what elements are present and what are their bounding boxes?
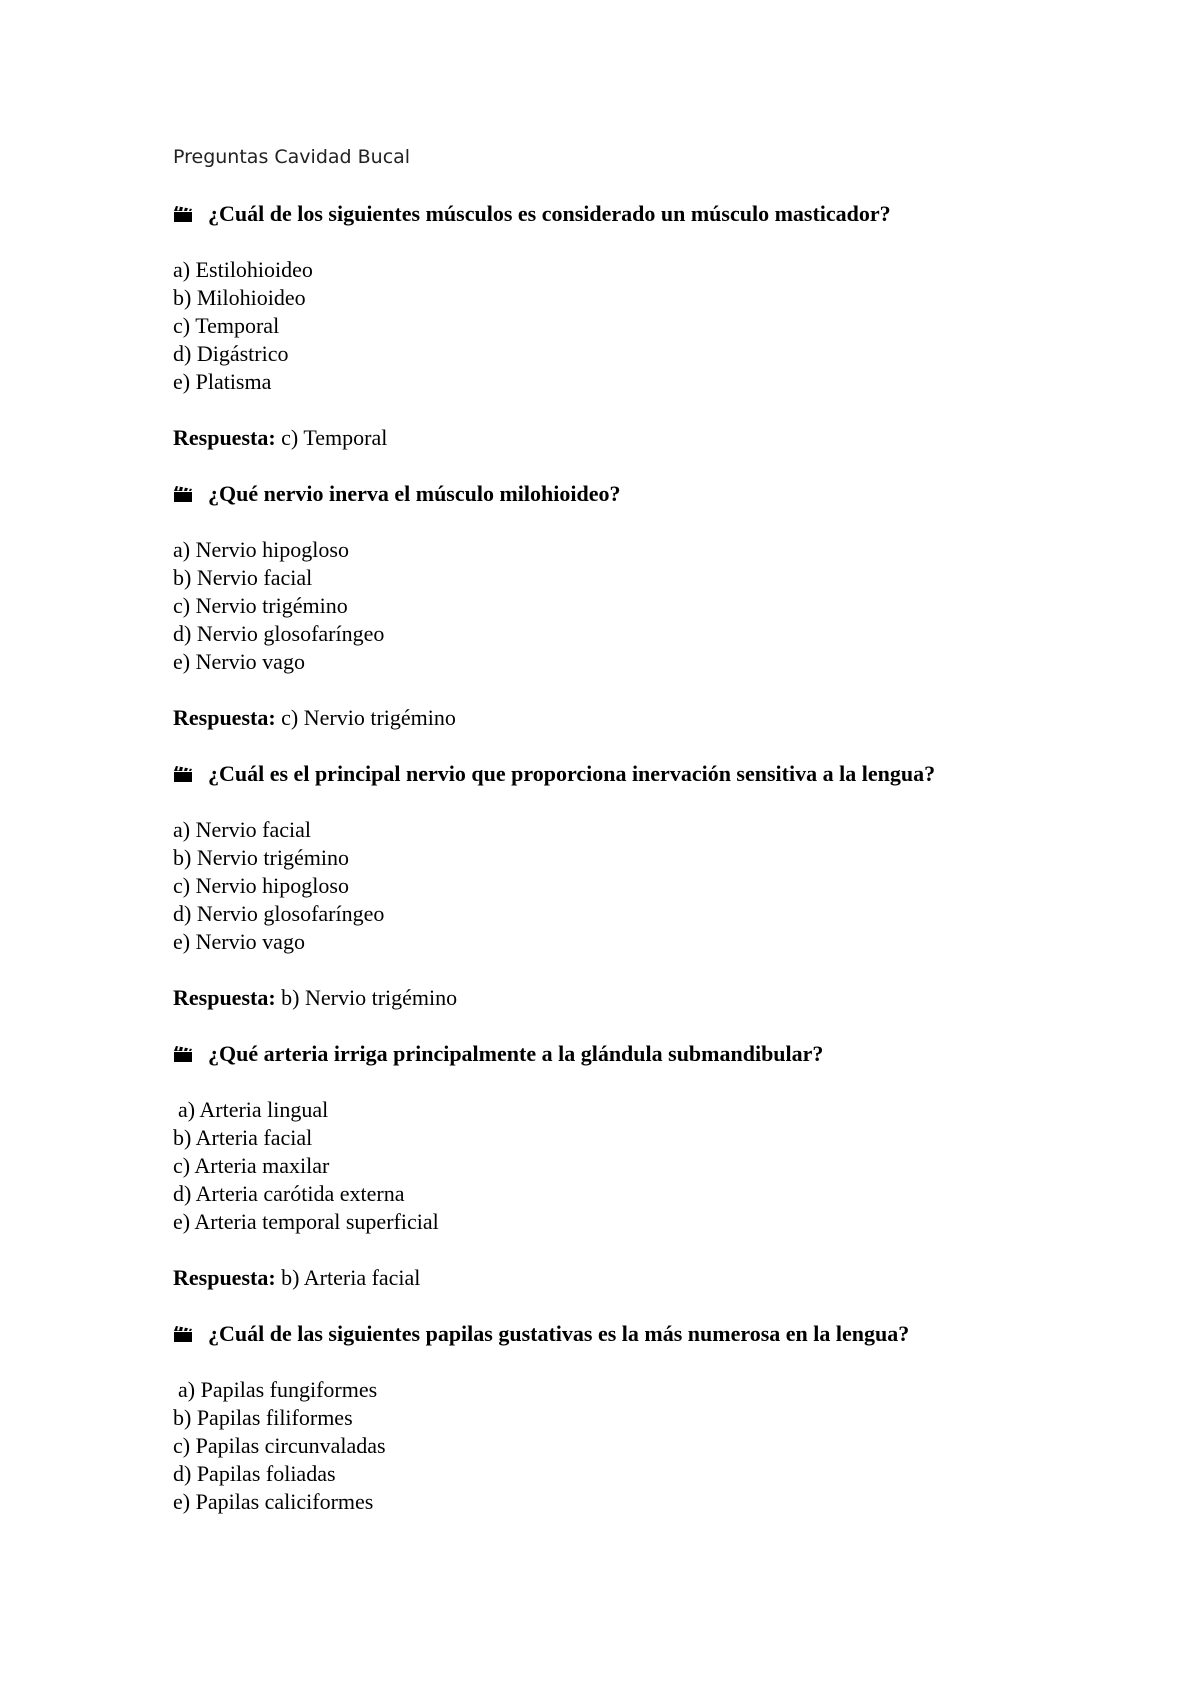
question-block <box>173 200 1133 452</box>
answer-line <box>173 1264 1133 1292</box>
option-c: c) Arteria maxilar <box>173 1153 330 1178</box>
answer-value: c) Temporal <box>281 425 388 450</box>
option-a: a) Arteria lingual <box>178 1097 329 1122</box>
clapperboard-icon <box>173 765 193 783</box>
answer-value: c) Nervio trigémino <box>281 705 456 730</box>
option-b: b) Milohioideo <box>173 285 306 310</box>
option-b: b) Papilas filiformes <box>173 1405 353 1430</box>
option-b: b) Nervio facial <box>173 565 313 590</box>
option-e: e) Arteria temporal superficial <box>173 1209 439 1234</box>
option-e: e) Nervio vago <box>173 649 305 674</box>
clapperboard-icon <box>173 1045 193 1063</box>
options-list <box>173 1376 1133 1516</box>
clapperboard-icon <box>173 205 193 223</box>
question-text: ¿Qué arteria irriga principalmente a la glándula submandibular? <box>208 1041 824 1066</box>
answer-label: Respuesta: <box>173 705 276 730</box>
question-block <box>173 760 1133 1012</box>
option-d: d) Digástrico <box>173 341 289 366</box>
question-text: ¿Cuál de las siguientes papilas gustativas es la más numerosa en la lengua? <box>208 1321 910 1346</box>
question-text: ¿Cuál de los siguientes músculos es considerado un músculo masticador? <box>208 201 891 226</box>
answer-label: Respuesta: <box>173 1265 276 1290</box>
option-b: b) Nervio trigémino <box>173 845 349 870</box>
clapperboard-icon <box>173 485 193 503</box>
answer-line <box>173 984 1133 1012</box>
option-a: a) Papilas fungiformes <box>178 1377 378 1402</box>
question-block <box>173 1320 1133 1516</box>
option-c: c) Temporal <box>173 313 280 338</box>
document-title: Preguntas Cavidad Bucal <box>173 146 411 168</box>
clapperboard-icon <box>173 1325 193 1343</box>
option-e: e) Nervio vago <box>173 929 305 954</box>
option-d: d) Papilas foliadas <box>173 1461 336 1486</box>
option-e: e) Platisma <box>173 369 272 394</box>
option-c: c) Nervio trigémino <box>173 593 348 618</box>
question-text: ¿Cuál es el principal nervio que proporciona inervación sensitiva a la lengua? <box>208 761 936 786</box>
question-heading <box>173 1320 1133 1348</box>
option-b: b) Arteria facial <box>173 1125 313 1150</box>
option-d: d) Nervio glosofaríngeo <box>173 621 385 646</box>
options-list <box>173 1096 1133 1236</box>
question-heading <box>173 1040 1133 1068</box>
options-list <box>173 256 1133 396</box>
answer-label: Respuesta: <box>173 985 276 1010</box>
question-heading <box>173 480 1133 508</box>
question-text: ¿Qué nervio inerva el músculo milohioideo? <box>208 481 621 506</box>
option-d: d) Arteria carótida externa <box>173 1181 405 1206</box>
options-list <box>173 536 1133 676</box>
option-e: e) Papilas caliciformes <box>173 1489 374 1514</box>
answer-label: Respuesta: <box>173 425 276 450</box>
answer-value: b) Arteria facial <box>281 1265 421 1290</box>
question-block <box>173 480 1133 732</box>
option-a: a) Nervio hipogloso <box>173 537 349 562</box>
question-heading <box>173 200 1133 228</box>
option-c: c) Nervio hipogloso <box>173 873 349 898</box>
option-d: d) Nervio glosofaríngeo <box>173 901 385 926</box>
option-c: c) Papilas circunvaladas <box>173 1433 386 1458</box>
answer-line <box>173 424 1133 452</box>
question-block <box>173 1040 1133 1292</box>
options-list <box>173 816 1133 956</box>
answer-value: b) Nervio trigémino <box>281 985 458 1010</box>
answer-line <box>173 704 1133 732</box>
question-heading <box>173 760 1133 788</box>
questions-list <box>173 200 1133 1544</box>
option-a: a) Estilohioideo <box>173 257 313 282</box>
option-a: a) Nervio facial <box>173 817 312 842</box>
